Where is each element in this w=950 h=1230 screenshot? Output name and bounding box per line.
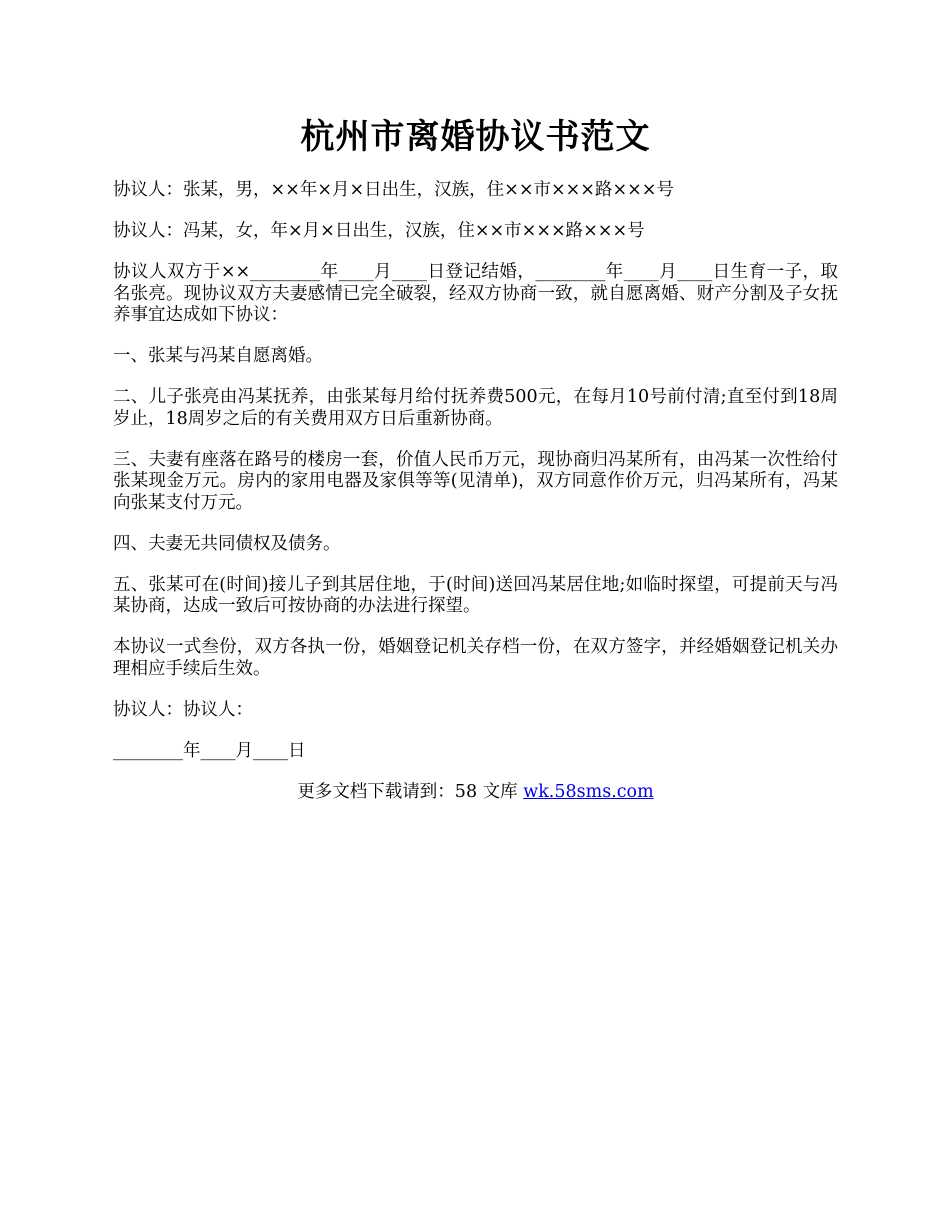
signature-line: 协议人：协议人： <box>113 699 253 720</box>
party-b-paragraph: 协议人：冯某，女，年×月×日出生，汉族，住××市×××路×××号 <box>113 221 645 241</box>
footer-link[interactable]: wk.58sms.com <box>523 781 654 802</box>
clause-4-paragraph: 四、夫妻无共同债权及债务。 <box>113 533 341 554</box>
party-a-paragraph: 协议人：张某，男，××年×月×日出生，汉族，住××市×××路×××号 <box>113 180 674 200</box>
footer-prefix: 更多文档下载请到：58 文库 <box>297 781 524 802</box>
document-title: 杭州市离婚协议书范文 <box>300 117 651 157</box>
clause-5-paragraph: 五、张某可在(时间)接儿子到其居住地，于(时间)送回冯某居住地;如临时探望，可提前天与冯某协商，达成一致后可按协商的办法进行探望。 <box>113 574 838 616</box>
document-body <box>113 180 838 762</box>
download-footer <box>113 782 838 804</box>
effectiveness-paragraph: 本协议一式叁份，双方各执一份，婚姻登记机关存档一份，在双方签字，并经婚姻登记机关办理相应手续后生效。 <box>113 637 838 679</box>
clause-1-paragraph: 一、张某与冯某自愿离婚。 <box>113 346 323 366</box>
date-line: ________年____月____日 <box>113 740 306 761</box>
marriage-info-paragraph: 协议人双方于××________年____月____日登记结婚，________年____月____日生育一子，取名张亮。现协议双方夫妻感情已完全破裂，经双方协商一致，就自愿离婚、财产分割及子女抚养事宜达成如下协议： <box>113 262 838 325</box>
clause-3-paragraph: 三、夫妻有座落在路号的楼房一套，价值人民币万元，现协商归冯某所有，由冯某一次性给付张某现金万元。房内的家用电器及家俱等等(见清单)，双方同意作价万元，归冯某所有，冯某向张某支付万元。 <box>113 449 838 513</box>
clause-2-paragraph: 二、儿子张亮由冯某抚养，由张某每月给付抚养费500元，在每月10号前付清;直至付到18周岁止，18周岁之后的有关费用双方日后重新协商。 <box>113 387 838 429</box>
